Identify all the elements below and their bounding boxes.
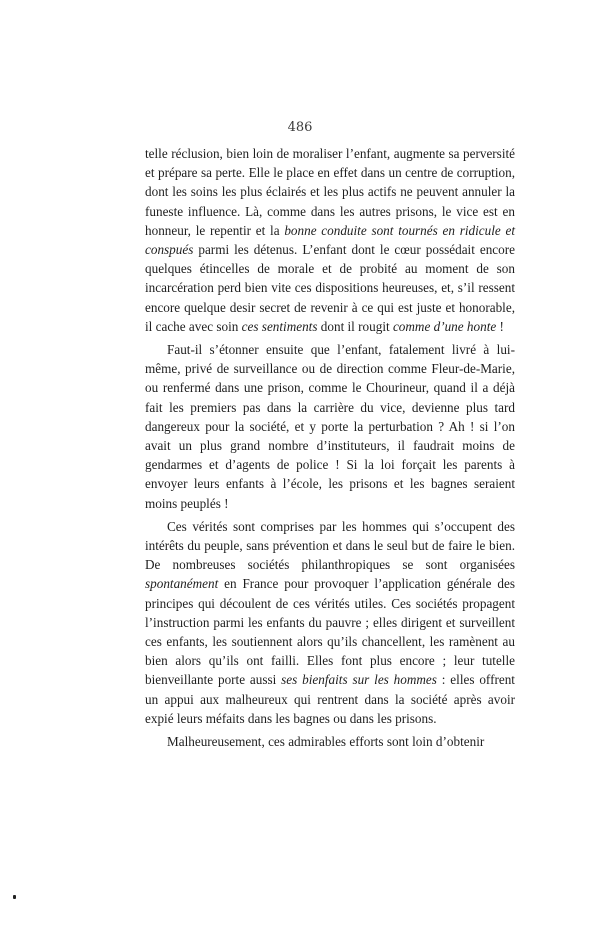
text-run: dont il rougit <box>317 318 393 334</box>
text-run: en France pour provoquer l’application générale des principes qui découlent de ces vérités utiles. Ces sociétés propagent l’instruction parmi les enfants du pauvre ; elles dirigent et surveillent ces enfants, les soutiennent alors qu’ils chancellent, les ramènent au bien alors qu’ils ont failli. Elles font plus encore ; leur tutelle bienveillante porte aussi <box>145 576 515 688</box>
text-run: Ces vérités sont comprises par les hommes qui s’occupent des intérêts du peuple, sans prévention et dans le seul but de faire le bien. De nombreuses sociétés philanthropiques se sont organisées <box>145 518 515 573</box>
paragraph-4 <box>145 732 515 751</box>
italic-text: ces sentiments <box>241 318 318 334</box>
text-run: parmi les détenus. L’enfant dont le cœur possédait encore quelques étincelles de morale et de probité au moment de son incarcération perd bien vite ces dispositions heureuses, et, s’il ressent encore quelque desir secret de revenir à ce qui est juste et honorable, il cache avec soin <box>145 242 515 334</box>
text-run: Malheureusement, ces admirables efforts sont loin d’obtenir <box>167 734 485 750</box>
italic-text: bonne conduite sont tournés en ridicule et conspués <box>145 222 515 258</box>
margin-speck <box>13 895 16 899</box>
paragraph-2 <box>145 340 515 513</box>
italic-text: comme d’une honte <box>392 318 497 334</box>
text-run: telle réclusion, bien loin de moraliser l’enfant, augmente sa perversité et prépare sa perte. Elle le place en effet dans un centre de corruption, dont les soins les plus éclairés et les plus actifs ne peuvent annuler la funeste influence. Là, comme dans les autres prisons, le vice est en honneur, le repentir et la <box>145 146 515 238</box>
page-number: 486 <box>287 120 313 135</box>
text-run: Faut-il s’étonner ensuite que l’enfant, fatalement livré à lui-même, privé de surveillance ou de direction comme Fleur-de-Marie, ou renfermé dans une prison, comme le Chourineur, quand il a déjà fait les premiers pas dans la carrière du vice, devienne plus tard dangereux pour la société, et y porte la perturbation ? Ah ! si l’on avait un plus grand nombre d’instituteurs, il faudrait moins de gendarmes et d’agents de police ! Si la loi forçait les parents à envoyer leurs enfants à l’école, les prisons et les bagnes seraient moins peuplés ! <box>145 342 515 511</box>
body-text <box>145 144 515 755</box>
text-run: ! <box>496 318 504 334</box>
paragraph-3 <box>145 517 515 728</box>
text-run: : elles offrent un appui aux malheureux qui rentrent dans la société après avoir expié leurs méfaits dans les bagnes ou dans les prisons. <box>145 672 515 726</box>
paragraph-1 <box>145 144 515 336</box>
italic-text: spontanément <box>145 576 219 592</box>
italic-text: ses bienfaits sur les hommes <box>281 672 437 688</box>
